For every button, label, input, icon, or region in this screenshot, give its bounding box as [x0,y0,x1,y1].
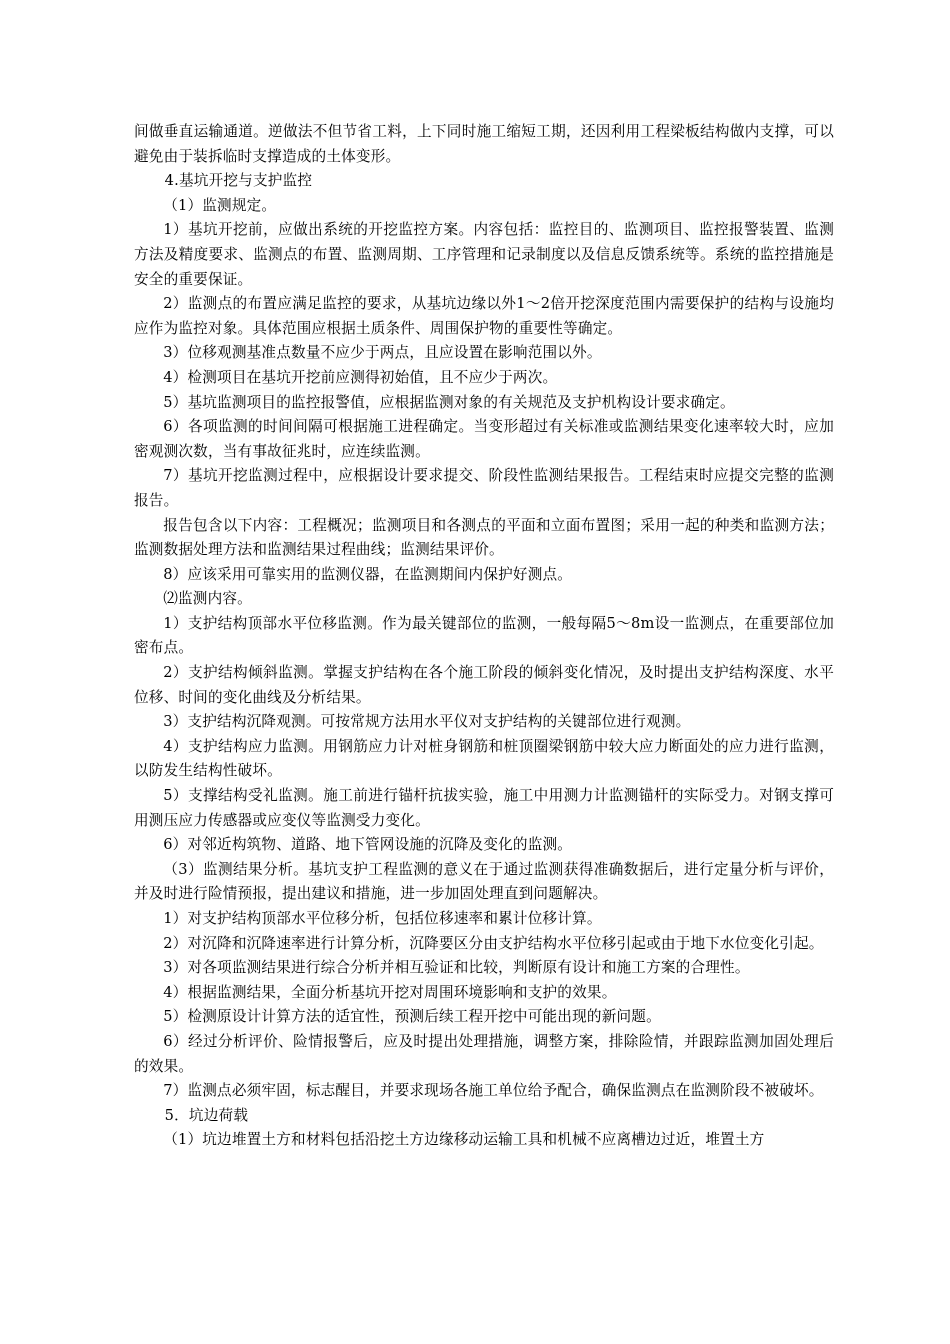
paragraph: 1）对支护结构顶部水平位移分析，包括位移速率和累计位移计算。 [163,910,602,927]
paragraph: 2）监测点的布置应满足监控的要求，从基坑边缘以外1～2倍开挖深度范围内需要保护的结构与设施均应作为监控对象。具体范围应根据土质条件、周围保护物的重要性等确定。 [134,295,834,337]
paragraph: 2）支护结构倾斜监测。掌握支护结构在各个施工阶段的倾斜变化情况，及时提出支护结构深度、水平位移、时间的变化曲线及分析结果。 [134,664,834,706]
paragraph: 报告包含以下内容：工程概况；监测项目和各测点的平面和立面布置图；采用一起的种类和监测方法；监测数据处理方法和监测结果过程曲线；监测结果评价。 [134,516,834,559]
paragraph: 5）支撑结构受礼监测。施工前进行锚杆抗拔实验，施工中用测力计监测锚杆的实际受力。对钢支撑可用测压应力传感器或应变仪等监测受力变化。 [134,787,834,829]
paragraph: 7）基坑开挖监测过程中，应根据设计要求提交、阶段性监测结果报告。工程结束时应提交完整的监测报告。 [134,467,834,509]
paragraph: 8）应该采用可靠实用的监测仪器，在监测期间内保护好测点。 [163,565,573,583]
document-body [134,120,834,1153]
paragraph: 3）对各项监测结果进行综合分析并相互验证和比较，判断原有设计和施工方案的合理性。 [163,959,750,977]
paragraph: 6）各项监测的时间间隔可根据施工进程确定。当变形超过有关标准或监测结果变化速率较大时，应加密观测次数，当有事故征兆时，应连续监测。 [134,418,834,460]
paragraph: 1）支护结构顶部水平位移监测。作为最关键部位的监测，一般每隔5～8m设一监测点，在重要部位加密布点。 [134,614,834,657]
paragraph: 4）根据监测结果，全面分析基坑开挖对周围环境影响和支护的效果。 [163,983,617,1001]
paragraph: 6）对邻近构筑物、道路、地下管网设施的沉降及变化的监测。 [163,836,573,854]
paragraph: 6）经过分析评价、险情报警后，应及时提出处理措施，调整方案，排除险情，并跟踪监测加固处理后的效果。 [134,1032,834,1075]
section-heading-4: 4.基坑开挖与支护监控 [164,172,313,190]
paragraph: 3）支护结构沉降观测。可按常规方法用水平仪对支护结构的关键部位进行观测。 [163,713,691,731]
paragraph: 5）基坑监测项目的监控报警值，应根据监测对象的有关规范及支护机构设计要求确定。 [163,393,735,411]
subsection-heading-result-analysis: （3）监测结果分析。基坑支护工程监测的意义在于通过监测获得准确数据后，进行定量分析与评价，并及时进行险情预报，提出建议和措施，进一步加固处理直到问题解决。 [134,860,834,903]
paragraph: 4）检测项目在基坑开挖前应测得初始值，且不应少于两次。 [163,368,558,386]
paragraph: 3）位移观测基准点数量不应少于两点，且应设置在影响范围以外。 [163,344,602,362]
paragraph: 1）基坑开挖前，应做出系统的开挖监控方案。内容包括：监控目的、监测项目、监控报警装置、监测方法及精度要求、监测点的布置、监测周期、工序管理和记录制度以及信息反馈系统等。系统的监控措施是安全的重要保证。 [134,221,834,288]
paragraph: 2）对沉降和沉降速率进行计算分析，沉降要区分由支护结构水平位移引起或由于地下水位变化引起。 [163,934,824,952]
section-heading-5: 5．坑边荷载 [164,1106,249,1124]
subsection-heading-monitoring-content: ⑵监测内容。 [163,590,252,608]
paragraph: 5）检测原设计计算方法的适宜性，预测后续工程开挖中可能出现的新问题。 [163,1008,661,1026]
paragraph-continuation: 间做垂直运输通道。逆做法不但节省工料，上下同时施工缩短工期，还因利用工程梁板结构做内支撑，可以避免由于装拆临时支撑造成的土体变形。 [134,123,834,165]
paragraph: 7）监测点必须牢固，标志醒目，并要求现场各施工单位给予配合，确保监测点在监测阶段不被破坏。 [163,1082,824,1100]
subsection-heading-monitoring-rules: （1）监测规定。 [163,196,277,214]
paragraph-truncated: （1）坑边堆置土方和材料包括沿挖土方边缘移动运输工具和机械不应离槽边过近，堆置土方 [163,1131,765,1149]
paragraph: 4）支护结构应力监测。用钢筋应力计对桩身钢筋和桩顶圈梁钢筋中较大应力断面处的应力进行监测，以防发生结构性破坏。 [134,737,834,780]
